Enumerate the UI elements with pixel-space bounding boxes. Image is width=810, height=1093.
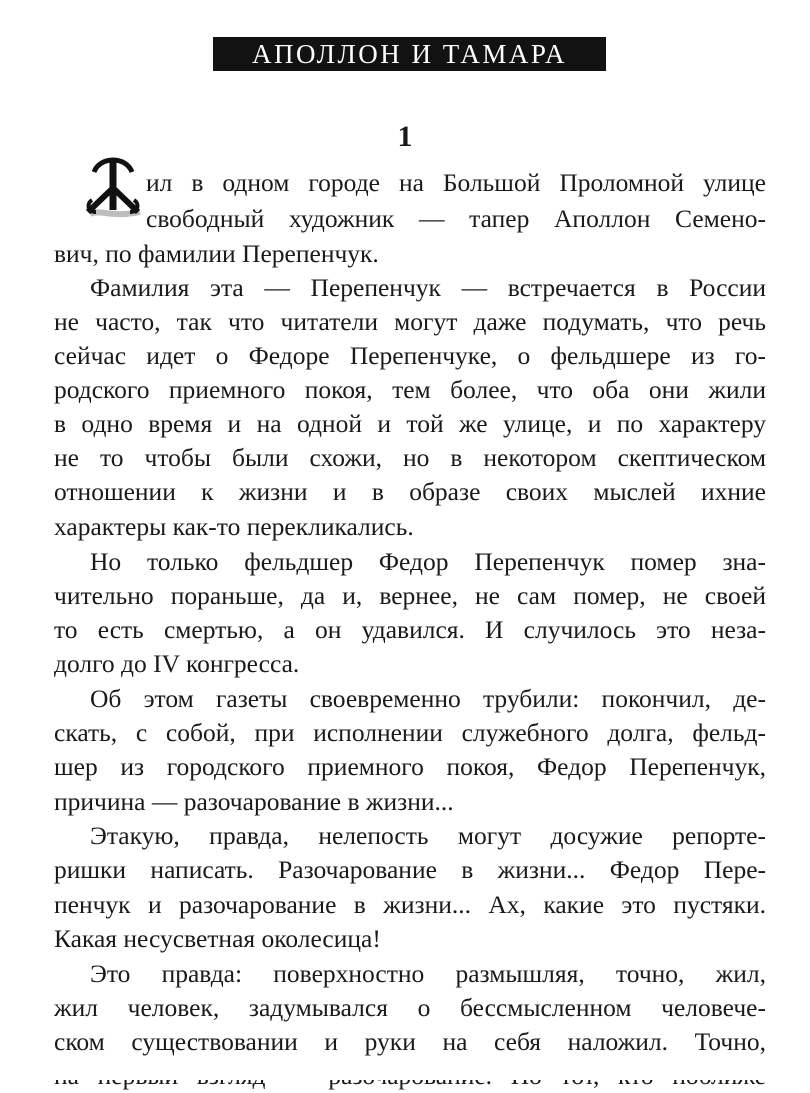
text-line: долго до IV конгресса. bbox=[54, 649, 300, 678]
text-line: отношении к жизни и в образе своих мыслей ихние bbox=[54, 477, 766, 506]
text-line: ском существовании и руки на себя наложил. Точно, bbox=[54, 1027, 766, 1056]
text-line: Это правда: поверхностно размышляя, точно, жил, bbox=[90, 959, 766, 988]
text-line: не то чтобы были схожи, но в некотором скептическом bbox=[54, 443, 766, 472]
text-line: Об этом газеты своевременно трубили: покончил, де- bbox=[90, 684, 766, 713]
text-line: свободный художник — тапер Аполлон Семено- bbox=[146, 204, 766, 233]
text-line: ил в одном городе на Большой Проломной улице bbox=[146, 168, 766, 197]
text-line: чительно пораньше, да и, вернее, не сам помер, не своей bbox=[54, 581, 766, 610]
text-line: ришки написать. Разочарование в жизни... Федор Пере- bbox=[54, 855, 766, 884]
page-crop-edge bbox=[0, 1062, 810, 1080]
dropcap-letter bbox=[84, 152, 142, 222]
text-line: Этакую, правда, нелепость могут досужие репорте- bbox=[90, 821, 766, 850]
text-line: Какая несусветная околесица! bbox=[54, 924, 381, 953]
text-line: шер из городского приемного покоя, Федор Перепенчук, bbox=[54, 752, 766, 781]
chapter-title: АПОЛЛОН И ТАМАРА bbox=[213, 37, 606, 71]
text-line: жил человек, задумывался о бессмысленном человече- bbox=[54, 993, 766, 1022]
text-line: вич, по фамилии Перепенчук. bbox=[54, 239, 379, 268]
text-line: в одно время и на одной и той же улице, и по характеру bbox=[54, 409, 766, 438]
text-line: сейчас идет о Федоре Перепенчуке, о фельдшере из го- bbox=[54, 341, 766, 370]
text-line: характеры как-то перекликались. bbox=[54, 512, 414, 541]
text-line: родского приемного покоя, тем более, что оба они жили bbox=[54, 375, 766, 404]
text-line: пенчук и разочарование в жизни... Ах, какие это пустяки. bbox=[54, 890, 766, 919]
text-line: не часто, так что читатели могут даже подумать, что речь bbox=[54, 307, 766, 336]
text-line: Но только фельдшер Федор Перепенчук помер зна- bbox=[90, 547, 766, 576]
section-number: 1 bbox=[397, 120, 413, 153]
text-line: Фамилия эта — Перепенчук — встречается в России bbox=[90, 273, 766, 302]
text-line: то есть смертью, а он удавился. И случилось это неза- bbox=[54, 615, 766, 644]
text-line: причина — разочарование в жизни... bbox=[54, 787, 454, 816]
text-line: скать, с собой, при исполнении служебного долга, фельд- bbox=[54, 718, 766, 747]
